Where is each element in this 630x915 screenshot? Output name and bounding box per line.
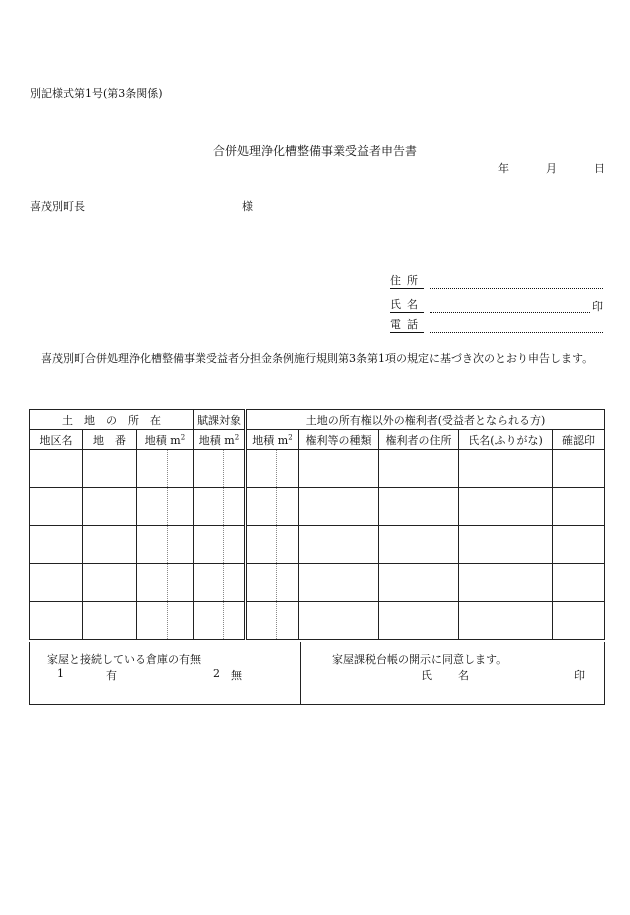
cell-taxable-dec[interactable] xyxy=(224,488,246,526)
cell-area-int[interactable] xyxy=(137,450,168,488)
col-holder-name: 氏名(ふりがな) xyxy=(459,430,553,450)
col-confirmation-seal: 確認印 xyxy=(553,430,605,450)
table-row xyxy=(30,526,605,564)
cell-area-int[interactable] xyxy=(137,526,168,564)
cell-area-dec[interactable] xyxy=(168,526,194,564)
cell-holder-address[interactable] xyxy=(379,526,459,564)
applicant-name-label: 氏名 xyxy=(390,298,424,311)
cell-area-int[interactable] xyxy=(137,602,168,640)
applicant-name-field[interactable] xyxy=(430,311,590,313)
cell-rights-area-int[interactable] xyxy=(246,602,277,640)
cell-area-dec[interactable] xyxy=(168,602,194,640)
cell-rights-area-int[interactable] xyxy=(246,564,277,602)
col-rights-type: 権利等の種類 xyxy=(299,430,379,450)
header-other-rights-holders: 土地の所有権以外の権利者(受益者となられる方) xyxy=(246,410,605,430)
option-yes-number[interactable]: 1 xyxy=(57,667,64,680)
cell-area-dec[interactable] xyxy=(168,488,194,526)
applicant-phone-field[interactable] xyxy=(430,331,603,333)
col-lot-number: 地 番 xyxy=(83,430,137,450)
applicant-phone-label: 電話 xyxy=(390,318,424,331)
cell-area-int[interactable] xyxy=(137,564,168,602)
cell-taxable-dec[interactable] xyxy=(224,450,246,488)
cell-taxable-dec[interactable] xyxy=(224,602,246,640)
cell-holder-name[interactable] xyxy=(459,488,553,526)
cell-rights-type[interactable] xyxy=(299,450,379,488)
option-no-label[interactable]: 無 xyxy=(231,669,242,682)
cell-lot[interactable] xyxy=(83,450,137,488)
cell-rights-area-dec[interactable] xyxy=(277,450,299,488)
applicant-address-field[interactable] xyxy=(430,287,603,289)
table-row xyxy=(30,564,605,602)
cell-rights-area-dec[interactable] xyxy=(277,602,299,640)
table-row xyxy=(30,450,605,488)
cell-rights-type[interactable] xyxy=(299,526,379,564)
date-day-label: 日 xyxy=(594,162,605,175)
cell-holder-address[interactable] xyxy=(379,564,459,602)
cell-area-dec[interactable] xyxy=(168,564,194,602)
option-yes-label[interactable]: 有 xyxy=(106,669,117,682)
cell-area-int[interactable] xyxy=(137,488,168,526)
form-number: 別記様式第1号(第3条関係) xyxy=(30,87,163,100)
table-row xyxy=(30,488,605,526)
col-holder-address: 権利者の住所 xyxy=(379,430,459,450)
addressee: 喜茂別町長 xyxy=(30,200,85,213)
applicant-seal-mark: 印 xyxy=(592,300,603,313)
document-title: 合併処理浄化槽整備事業受益者申告書 xyxy=(212,144,417,158)
header-land-location: 土 地 の 所 在 xyxy=(30,410,194,430)
consent-name-label: 氏名 xyxy=(421,669,495,682)
cell-rights-type[interactable] xyxy=(299,488,379,526)
table-row xyxy=(30,602,605,640)
cell-lot[interactable] xyxy=(83,564,137,602)
cell-confirm-seal[interactable] xyxy=(553,602,605,640)
cell-confirm-seal[interactable] xyxy=(553,564,605,602)
honorific: 様 xyxy=(242,200,253,213)
cell-confirm-seal[interactable] xyxy=(553,488,605,526)
consent-seal-mark: 印 xyxy=(574,669,585,682)
cell-holder-name[interactable] xyxy=(459,450,553,488)
bottom-section xyxy=(29,642,605,705)
cell-district[interactable] xyxy=(30,602,83,640)
cell-taxable-dec[interactable] xyxy=(224,526,246,564)
cell-area-dec[interactable] xyxy=(168,450,194,488)
cell-rights-area-int[interactable] xyxy=(246,488,277,526)
cell-rights-area-dec[interactable] xyxy=(277,526,299,564)
applicant-address-label: 住所 xyxy=(390,274,424,287)
cell-holder-address[interactable] xyxy=(379,450,459,488)
cell-taxable-dec[interactable] xyxy=(224,564,246,602)
header-taxable-target: 賦課対象 xyxy=(194,410,246,430)
cell-taxable-int[interactable] xyxy=(194,488,224,526)
cell-district[interactable] xyxy=(30,564,83,602)
connected-shed-label: 家屋と接続している倉庫の有無 xyxy=(47,653,201,666)
cell-rights-type[interactable] xyxy=(299,564,379,602)
bottom-divider xyxy=(300,642,301,704)
disclosure-consent-label: 家屋課税台帳の開示に同意します。 xyxy=(332,653,508,666)
cell-holder-name[interactable] xyxy=(459,526,553,564)
col-district-name: 地区名 xyxy=(30,430,83,450)
cell-rights-area-int[interactable] xyxy=(246,526,277,564)
cell-holder-address[interactable] xyxy=(379,488,459,526)
cell-holder-address[interactable] xyxy=(379,602,459,640)
cell-district[interactable] xyxy=(30,526,83,564)
date-month-label: 月 xyxy=(546,162,557,175)
cell-lot[interactable] xyxy=(83,526,137,564)
cell-holder-name[interactable] xyxy=(459,564,553,602)
cell-confirm-seal[interactable] xyxy=(553,526,605,564)
cell-district[interactable] xyxy=(30,450,83,488)
cell-lot[interactable] xyxy=(83,488,137,526)
cell-rights-area-int[interactable] xyxy=(246,450,277,488)
cell-taxable-int[interactable] xyxy=(194,602,224,640)
cell-taxable-int[interactable] xyxy=(194,450,224,488)
declaration-statement: 喜茂別町合併処理浄化槽整備事業受益者分担金条例施行規則第3条第1項の規定に基づき次のとおり申告します。 xyxy=(41,352,594,365)
option-no-number[interactable]: 2 xyxy=(213,667,220,680)
land-rights-table xyxy=(29,409,605,640)
col-land-area: 地積 $m^2$ xyxy=(137,430,194,450)
cell-rights-area-dec[interactable] xyxy=(277,488,299,526)
cell-confirm-seal[interactable] xyxy=(553,450,605,488)
cell-holder-name[interactable] xyxy=(459,602,553,640)
cell-rights-area-dec[interactable] xyxy=(277,564,299,602)
date-year-label: 年 xyxy=(498,162,509,175)
cell-district[interactable] xyxy=(30,488,83,526)
col-taxable-area: 地積 $m^2$ xyxy=(194,430,246,450)
col-rights-land-area: 地積 $m^2$ xyxy=(246,430,299,450)
cell-taxable-int[interactable] xyxy=(194,526,224,564)
cell-rights-type[interactable] xyxy=(299,602,379,640)
cell-taxable-int[interactable] xyxy=(194,564,224,602)
cell-lot[interactable] xyxy=(83,602,137,640)
